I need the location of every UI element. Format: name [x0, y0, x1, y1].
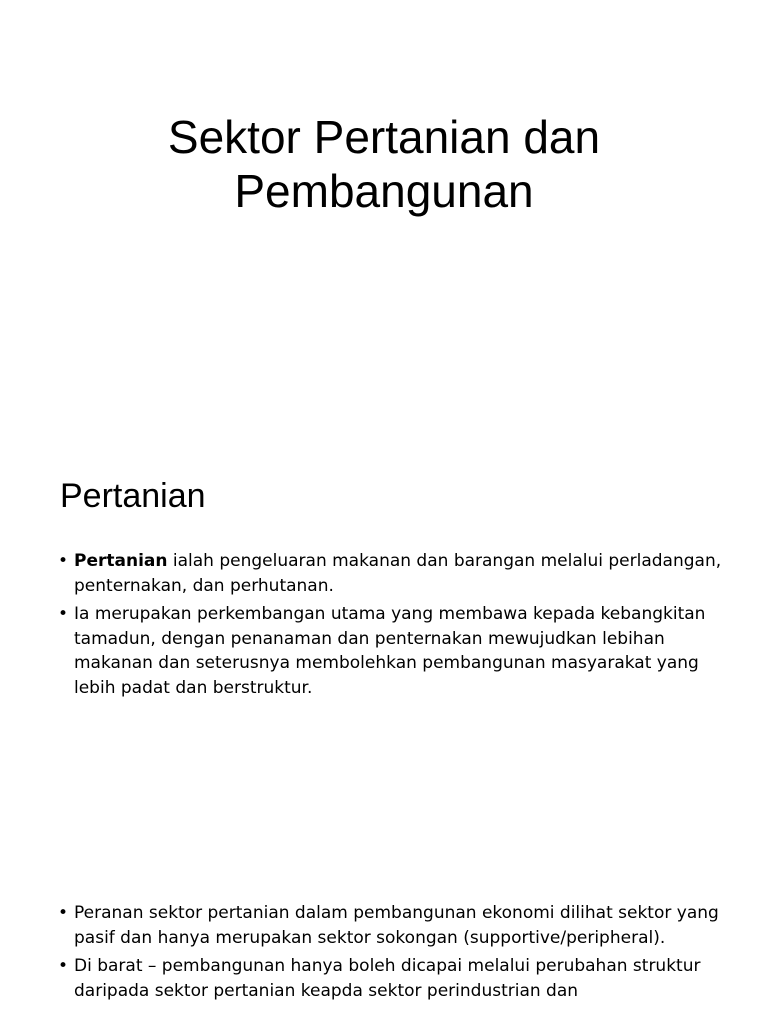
slide-title-line-1: Sektor Pertanian dan: [167, 111, 601, 163]
bullet-text: ialah pengeluaran makanan dan barangan melalui perladangan, penternakan, dan perhutanan.: [74, 551, 722, 596]
bullet-marker: •: [58, 903, 69, 923]
pertanian-slide: [0, 432, 768, 864]
bullet-text: Di barat – pembangunan hanya boleh dicapai melalui perubahan struktur daripada sektor pertanian keapda sektor perindustrian dan: [74, 956, 701, 1001]
bullet-item: [58, 954, 728, 1003]
bullet-item: [58, 549, 728, 598]
title-slide: [0, 0, 768, 432]
bullet-marker: •: [58, 604, 69, 624]
slide-heading: Pertanian: [60, 477, 206, 515]
peranan-slide: [0, 864, 768, 1024]
bullet-item: [58, 602, 728, 700]
bullet-marker: •: [58, 956, 69, 976]
slide-title: [60, 110, 708, 218]
bullet-text: Ia merupakan perkembangan utama yang membawa kepada kebangkitan tamadun, dengan penanaman dan penternakan mewujudkan lebihan makanan dan seterusnya membolehkan pembangunan masyarakat yang lebih padat dan berstruktur.: [74, 604, 706, 698]
bullet-text: Peranan sektor pertanian dalam pembangunan ekonomi dilihat sektor yang pasif dan hanya merupakan sektor sokongan (supportive/peripheral).: [74, 903, 719, 948]
slide-title-line-2: Pembangunan: [234, 165, 534, 217]
bullet-marker: •: [58, 551, 69, 571]
bullet-item: [58, 901, 728, 950]
bullet-bold-term: Pertanian: [74, 551, 168, 571]
bullet-list: [58, 549, 728, 704]
bullet-list: [58, 901, 728, 1007]
